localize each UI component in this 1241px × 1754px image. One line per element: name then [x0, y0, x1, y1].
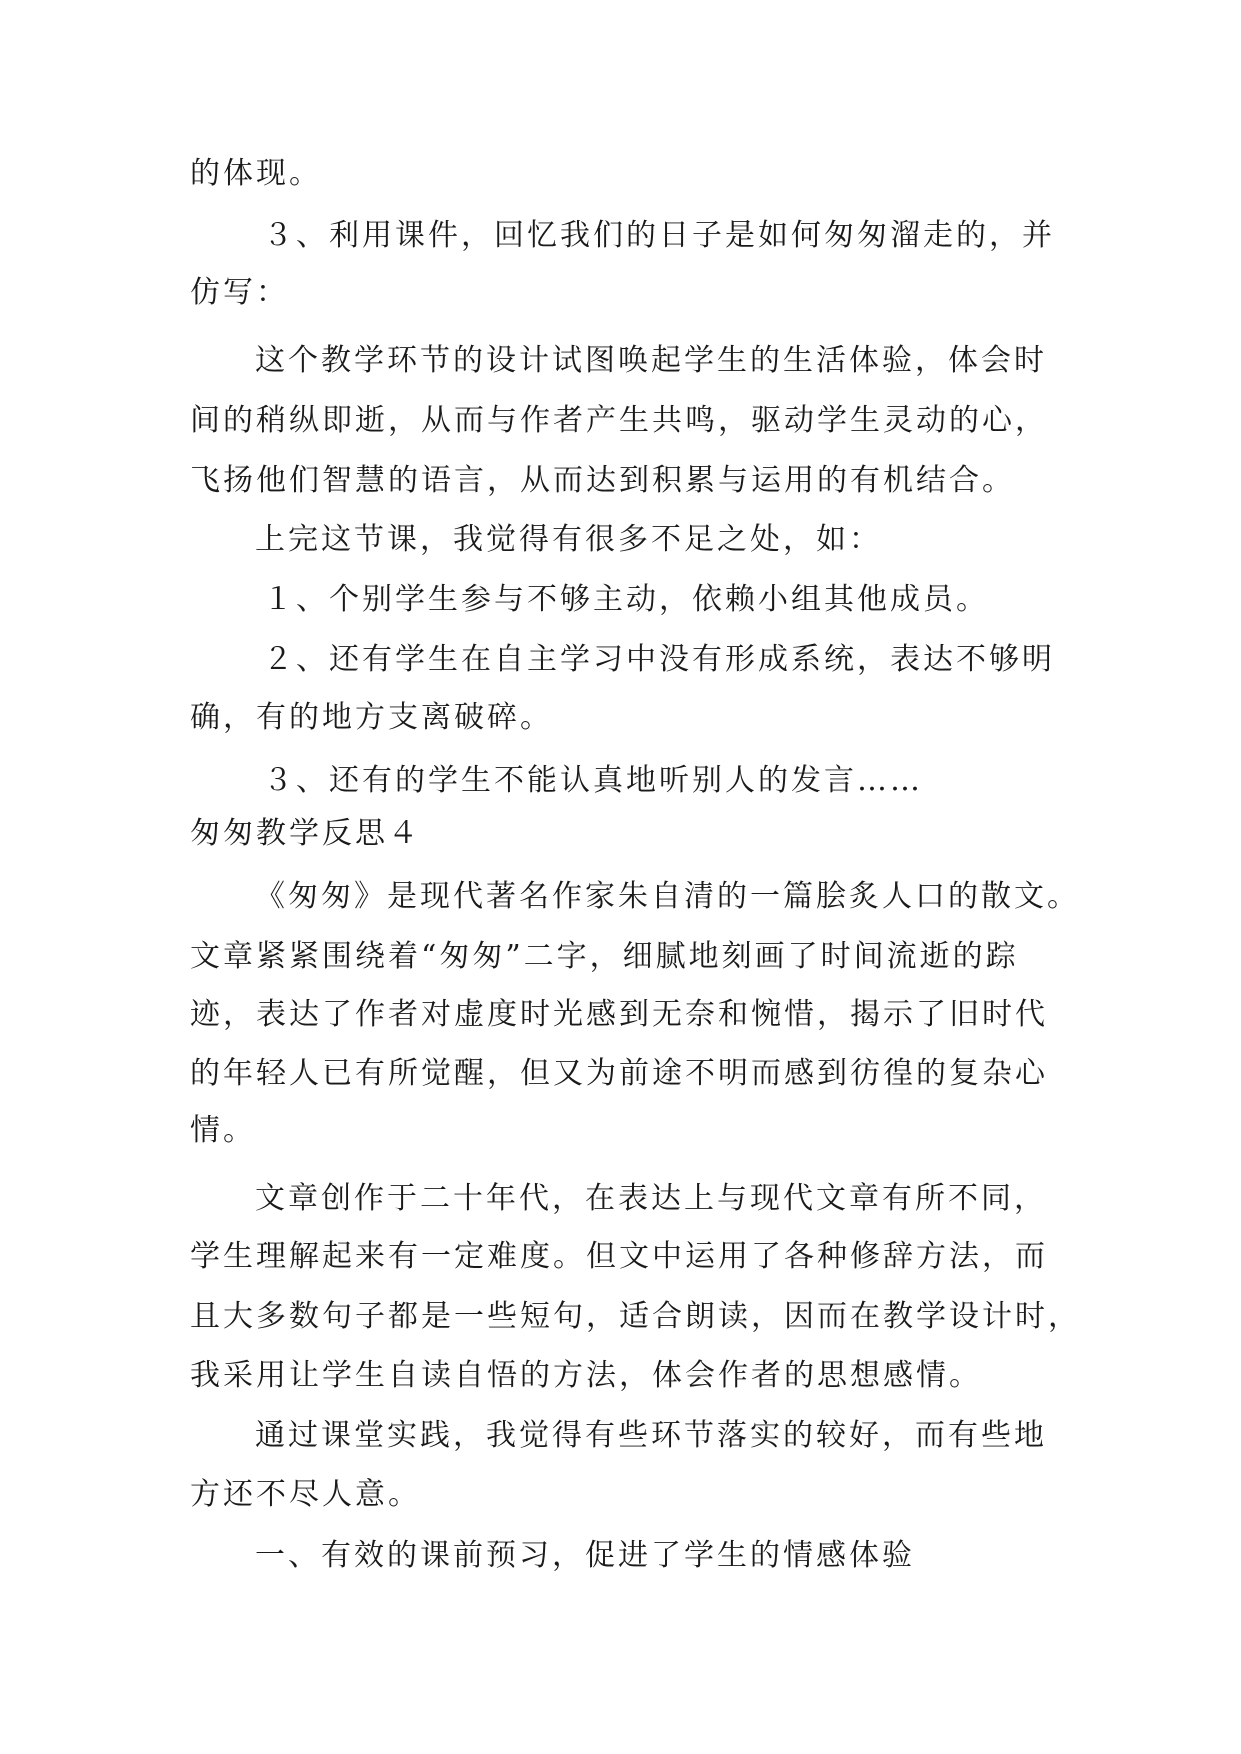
text-line: 上完这节课，我觉得有很多不足之处，如：	[255, 522, 882, 557]
text-line: 间的稍纵即逝，从而与作者产生共鸣，驱动学生灵动的心，	[190, 403, 1048, 438]
text-line: 情。	[190, 1113, 256, 1148]
text-line: 仿写：	[190, 275, 289, 310]
text-line: 的体现。	[190, 156, 322, 191]
text-line: 《匆匆》是现代著名作家朱自清的一篇脍炙人口的散文。	[255, 879, 1080, 914]
text-line: 文章创作于二十年代，在表达上与现代文章有所不同，	[255, 1181, 1047, 1216]
text-line: 学生理解起来有一定难度。但文中运用了各种修辞方法，而	[190, 1239, 1048, 1274]
text-line: 文章紧紧围绕着“匆匆”二字，细腻地刻画了时间流逝的踪	[190, 939, 1019, 974]
text-line: 确，有的地方支离破碎。	[190, 700, 553, 735]
text-line: 方还不尽人意。	[190, 1477, 421, 1512]
text-line: ３、利用课件，回忆我们的日子是如何匆匆溜走的，并	[263, 218, 1055, 253]
text-line: 我采用让学生自读自悟的方法，体会作者的思想感情。	[190, 1358, 982, 1393]
text-line: ３、还有的学生不能认真地听别人的发言……	[263, 763, 923, 798]
text-line: 通过课堂实践，我觉得有些环节落实的较好，而有些地	[255, 1418, 1047, 1453]
text-line: 迹，表达了作者对虚度时光感到无奈和惋惜，揭示了旧时代	[190, 997, 1048, 1032]
text-line: １、个别学生参与不够主动，依赖小组其他成员。	[263, 582, 989, 617]
text-line: 的年轻人已有所觉醒，但又为前途不明而感到彷徨的复杂心	[190, 1056, 1048, 1091]
text-line: 且大多数句子都是一些短句，适合朗读，因而在教学设计时，	[190, 1299, 1081, 1334]
section-heading: 匆匆教学反思４	[190, 816, 421, 851]
text-line: ２、还有学生在自主学习中没有形成系统，表达不够明	[263, 642, 1055, 677]
text-line: 飞扬他们智慧的语言，从而达到积累与运用的有机结合。	[190, 463, 1015, 498]
text-line: 这个教学环节的设计试图唤起学生的生活体验，体会时	[255, 343, 1047, 378]
text-line: 一、有效的课前预习，促进了学生的情感体验	[255, 1538, 915, 1573]
